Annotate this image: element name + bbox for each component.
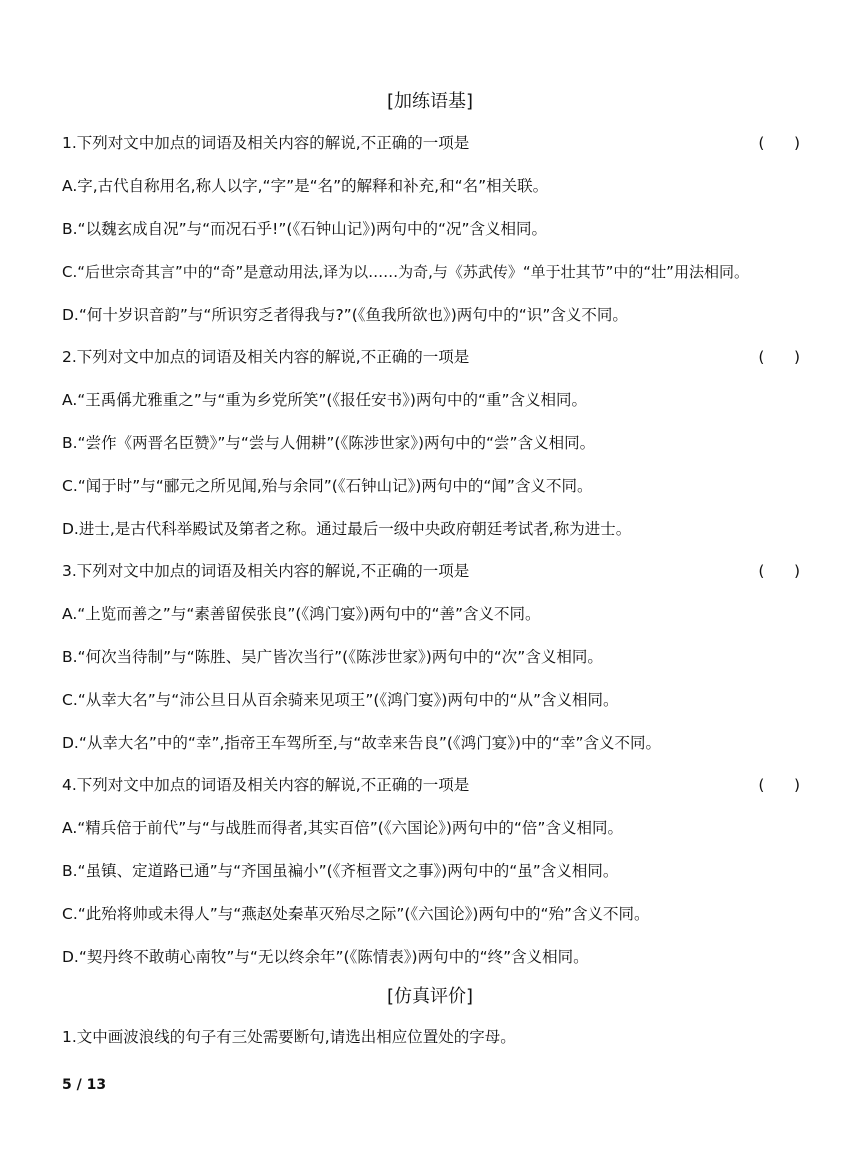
question-3-option-b: B.“何次当待制”与“陈胜、吴广皆次当行”(《陈涉世家》)两句中的“次”含义相同。 — [62, 648, 603, 666]
question-3-option-c: C.“从幸大名”与“沛公旦日从百余骑来见项王”(《鸿门宴》)两句中的“从”含义相同。 — [62, 691, 619, 709]
question-1-option-a: A.字,古代自称用名,称人以字,“字”是“名”的解释和补充,和“名”相关联。 — [62, 177, 549, 195]
question-4-answer-paren: ( ) — [758, 776, 800, 794]
question-2-stem: 2.下列对文中加点的词语及相关内容的解说,不正确的一项是 — [62, 348, 470, 366]
question-2-option-c: C.“闻于时”与“郦元之所见闻,殆与余同”(《石钟山记》)两句中的“闻”含义不同。 — [62, 477, 593, 495]
question-3-option-a: A.“上览而善之”与“素善留侯张良”(《鸿门宴》)两句中的“善”含义不同。 — [62, 605, 541, 623]
question-2-option-b: B.“尝作《两晋名臣赞》”与“尝与人佣耕”(《陈涉世家》)两句中的“尝”含义相同。 — [62, 434, 596, 452]
question-3-option-d: D.“从幸大名”中的“幸”,指帝王车驾所至,与“故幸来告良”(《鸿门宴》)中的“幸”含义不同。 — [62, 734, 662, 752]
question-3-stem: 3.下列对文中加点的词语及相关内容的解说,不正确的一项是 — [62, 562, 470, 580]
question-1-option-c: C.“后世宗奇其言”中的“奇”是意动用法,译为以……为奇,与《苏武传》“单于壮其节”中的“壮”用法相同。 — [62, 263, 749, 281]
question-2-option-d: D.进士,是古代科举殿试及第者之称。通过最后一级中央政府朝廷考试者,称为进士。 — [62, 520, 632, 538]
question-2-option-a: A.“王禹偁尤雅重之”与“重为乡党所笑”(《报任安书》)两句中的“重”含义相同。 — [62, 391, 588, 409]
question-1-option-d: D.“何十岁识音韵”与“所识穷乏者得我与?”(《鱼我所欲也》)两句中的“识”含义不同。 — [62, 306, 628, 324]
question-4-option-a: A.“精兵倍于前代”与“与战胜而得者,其实百倍”(《六国论》)两句中的“倍”含义相同。 — [62, 819, 623, 837]
simulation-question-1: 1.文中画波浪线的句子有三处需要断句,请选出相应位置处的字母。 — [62, 1028, 516, 1046]
question-1-option-b: B.“以魏玄成自况”与“而况石乎!”(《石钟山记》)两句中的“况”含义相同。 — [62, 220, 548, 238]
question-4-option-b: B.“虽镇、定道路已通”与“齐国虽褊小”(《齐桓晋文之事》)两句中的“虽”含义相同。 — [62, 862, 619, 880]
question-2-answer-paren: ( ) — [758, 348, 800, 366]
question-4-option-d: D.“契丹终不敢萌心南牧”与“无以终余年”(《陈情表》)两句中的“终”含义相同。 — [62, 948, 589, 966]
section-title-practice: [加练语基] — [386, 91, 474, 112]
question-1-answer-paren: ( ) — [758, 134, 800, 152]
question-1-stem: 1.下列对文中加点的词语及相关内容的解说,不正确的一项是 — [62, 134, 470, 152]
question-4-option-c: C.“此殆将帅或未得人”与“燕赵处秦革灭殆尽之际”(《六国论》)两句中的“殆”含义不同。 — [62, 905, 650, 923]
page-indicator: 5 / 13 — [62, 1077, 107, 1093]
section-title-simulation: [仿真评价] — [386, 986, 474, 1007]
question-3-answer-paren: ( ) — [758, 562, 800, 580]
question-4-stem: 4.下列对文中加点的词语及相关内容的解说,不正确的一项是 — [62, 776, 470, 794]
